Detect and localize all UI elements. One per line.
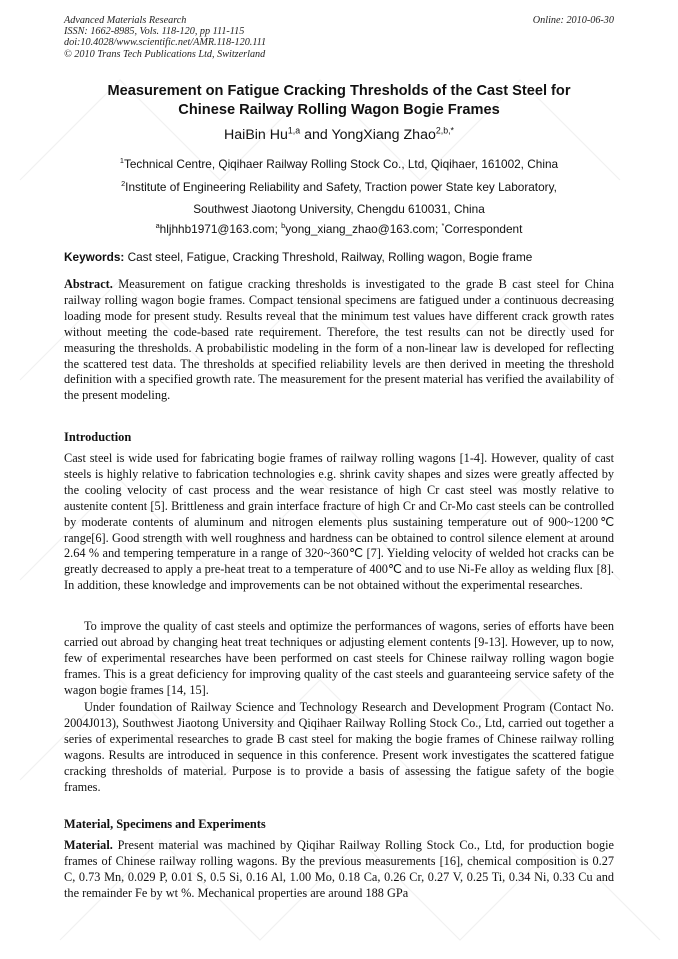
title-line-1: Measurement on Fatigue Cracking Thresholds of the Cast Steel for	[107, 83, 571, 99]
aff1-text: Technical Centre, Qiqihaer Railway Rolling Stock Co., Ltd, Qiqihaer, 161002, China	[123, 157, 559, 171]
aff2-sup: 2	[121, 179, 126, 189]
introduction-paragraph-2: To improve the quality of cast steels and optimize the performances of wagons, series of efforts have been carried out abroad by changing heat treat techniques or adjusting element contents [9-13]. However, up to now, few of experimental researches have been performed on cast steels for Chinese railway rolling wagon bogie frames. This is a great deficiency for improving quality of the cast steels and guaranteeing service safety of the wagon bogie frames [14, 15].	[64, 619, 614, 697]
aff1-sup: 1	[119, 156, 124, 166]
author-2: YongXiang Zhao	[331, 127, 436, 143]
materials-text: Present material was machined by Qiqihar Railway Rolling Stock Co., Ltd, for production bogie frames of Chinese railway rolling wagons. By the previous measurements [16], chemical composition is 0.27 C, 0.73 Mn, 0.029 P, 0.01 S, 0.5 Si, 0.16 Al, 1.00 Mo, 0.18 Ca, 0.26 Cr, 0.27 V, 0.25 Ti, 0.34 Ni, 0.33 Cu and the remainder Fe by wt %. Mechanical properties are around 188 GPa	[64, 838, 614, 900]
keywords-label: Keywords:	[64, 250, 125, 264]
abstract-paragraph	[64, 277, 614, 404]
email-a: hljhhb1971@163.com;	[159, 222, 282, 236]
aff2-line2: Southwest Jiaotong University, Chengdu 610031, China	[193, 202, 485, 216]
online-date: Online: 2010-06-30	[532, 15, 614, 26]
introduction-paragraph-1: Cast steel is wide used for fabricating bogie frames of railway rolling wagons [1-4]. However, quality of cast steels is highly relative to fabrication technologies e.g. shrink cavity shapes and sizes were greatly affected by the cooling velocity of cast process and the wear resistance of high Cr cast steel was mostly relative to austenite content [5]. Brittleness and grain interface fracture of high Cr and Cr-Mo cast steels can be controlled by moderate contents of aluminum and nitrogen elements plus sustaining temperature out of 900~1200℃ range[6]. Good strength with well roughness and hardness can be obtained to control silence element at around 2.64 % and tempering temperature in a range of 320~360℃ [7]. Yielding velocity of welded hot cracks can be greatly decreased to apply a pre-heat treat to a temperature of 400℃ and to use Ni-Fe alloy as welding flux [8]. In addition, these knowledge and improvements can be not obtained without the experimental researches.	[64, 451, 614, 593]
introduction-paragraph-3: Under foundation of Railway Science and Technology Research and Development Program (Contact No. 2004J013), Southwest Jiaotong University and Qiqihaer Railway Rolling Stock Co., Ltd, carried out together a series of experimental researches to grade B cast steel for making the bogie frames of Chinese railway rolling wagons. Results are introduced in sequence in this conference. Present work investigates the scattered fatigue cracking thresholds of material. Purpose is to provide a basis of assessing the fatigue safety of the bogie frames.	[64, 700, 614, 794]
email-a-sup: a	[155, 221, 160, 231]
abstract-label: Abstract.	[64, 277, 113, 291]
affiliation-2-cont	[60, 202, 618, 216]
author-list	[60, 127, 618, 143]
copyright-line: © 2010 Trans Tech Publications Ltd, Switzerland	[64, 48, 266, 60]
corr-sup: *	[441, 221, 445, 231]
keywords-line	[64, 250, 532, 264]
journal-header	[64, 15, 266, 60]
materials-heading: Material, Specimens and Experiments	[64, 817, 266, 831]
materials-label: Material.	[64, 838, 113, 852]
title-line-2: Chinese Railway Rolling Wagon Bogie Frames	[178, 102, 500, 118]
materials-paragraph	[64, 838, 614, 902]
aff2-line1: Institute of Engineering Reliability and Safety, Traction power State key Laboratory,	[125, 180, 557, 194]
author-1-sup: 1,a	[287, 125, 301, 136]
author-1: HaiBin Hu	[224, 127, 288, 143]
affiliation-2	[60, 180, 618, 194]
doi-line: doi:10.4028/www.scientific.net/AMR.118-120.111	[64, 37, 267, 49]
author-2-sup: 2,b,*	[435, 125, 454, 136]
issn-line: ISSN: 1662-8985, Vols. 118-120, pp 111-115	[64, 26, 245, 38]
paper-title	[60, 82, 618, 120]
keywords-text: Cast steel, Fatigue, Cracking Threshold, Railway, Rolling wagon, Bogie frame	[124, 250, 533, 264]
introduction-heading: Introduction	[64, 430, 132, 444]
journal-name: Advanced Materials Research	[64, 15, 187, 26]
email-b: yong_xiang_zhao@163.com;	[285, 222, 442, 236]
email-b-sup: b	[281, 221, 286, 231]
email-line	[60, 222, 618, 236]
author-and: and	[300, 127, 332, 143]
affiliation-1	[60, 157, 618, 171]
abstract-text: Measurement on fatigue cracking thresholds is investigated to the grade B cast steel for China railway rolling wagon bogie frames. Compact tensional specimens are fatigued under a continuous decreasing loading mode for present study. Results reveal that the minimum test values have different crack growth rates without meeting the code-based rate requirement. Therefore, the test results can not be directly used for measuring the thresholds. A probabilistic modeling in the form of a non-linear law is developed for reflecting the scattered test data. The thresholds at specified reliability levels are then derived in meeting the threshold definition with a specified growth rate. The measurement for the present material has verified the availability of the present modeling.	[64, 277, 614, 403]
corr-text: Correspondent	[444, 222, 523, 236]
